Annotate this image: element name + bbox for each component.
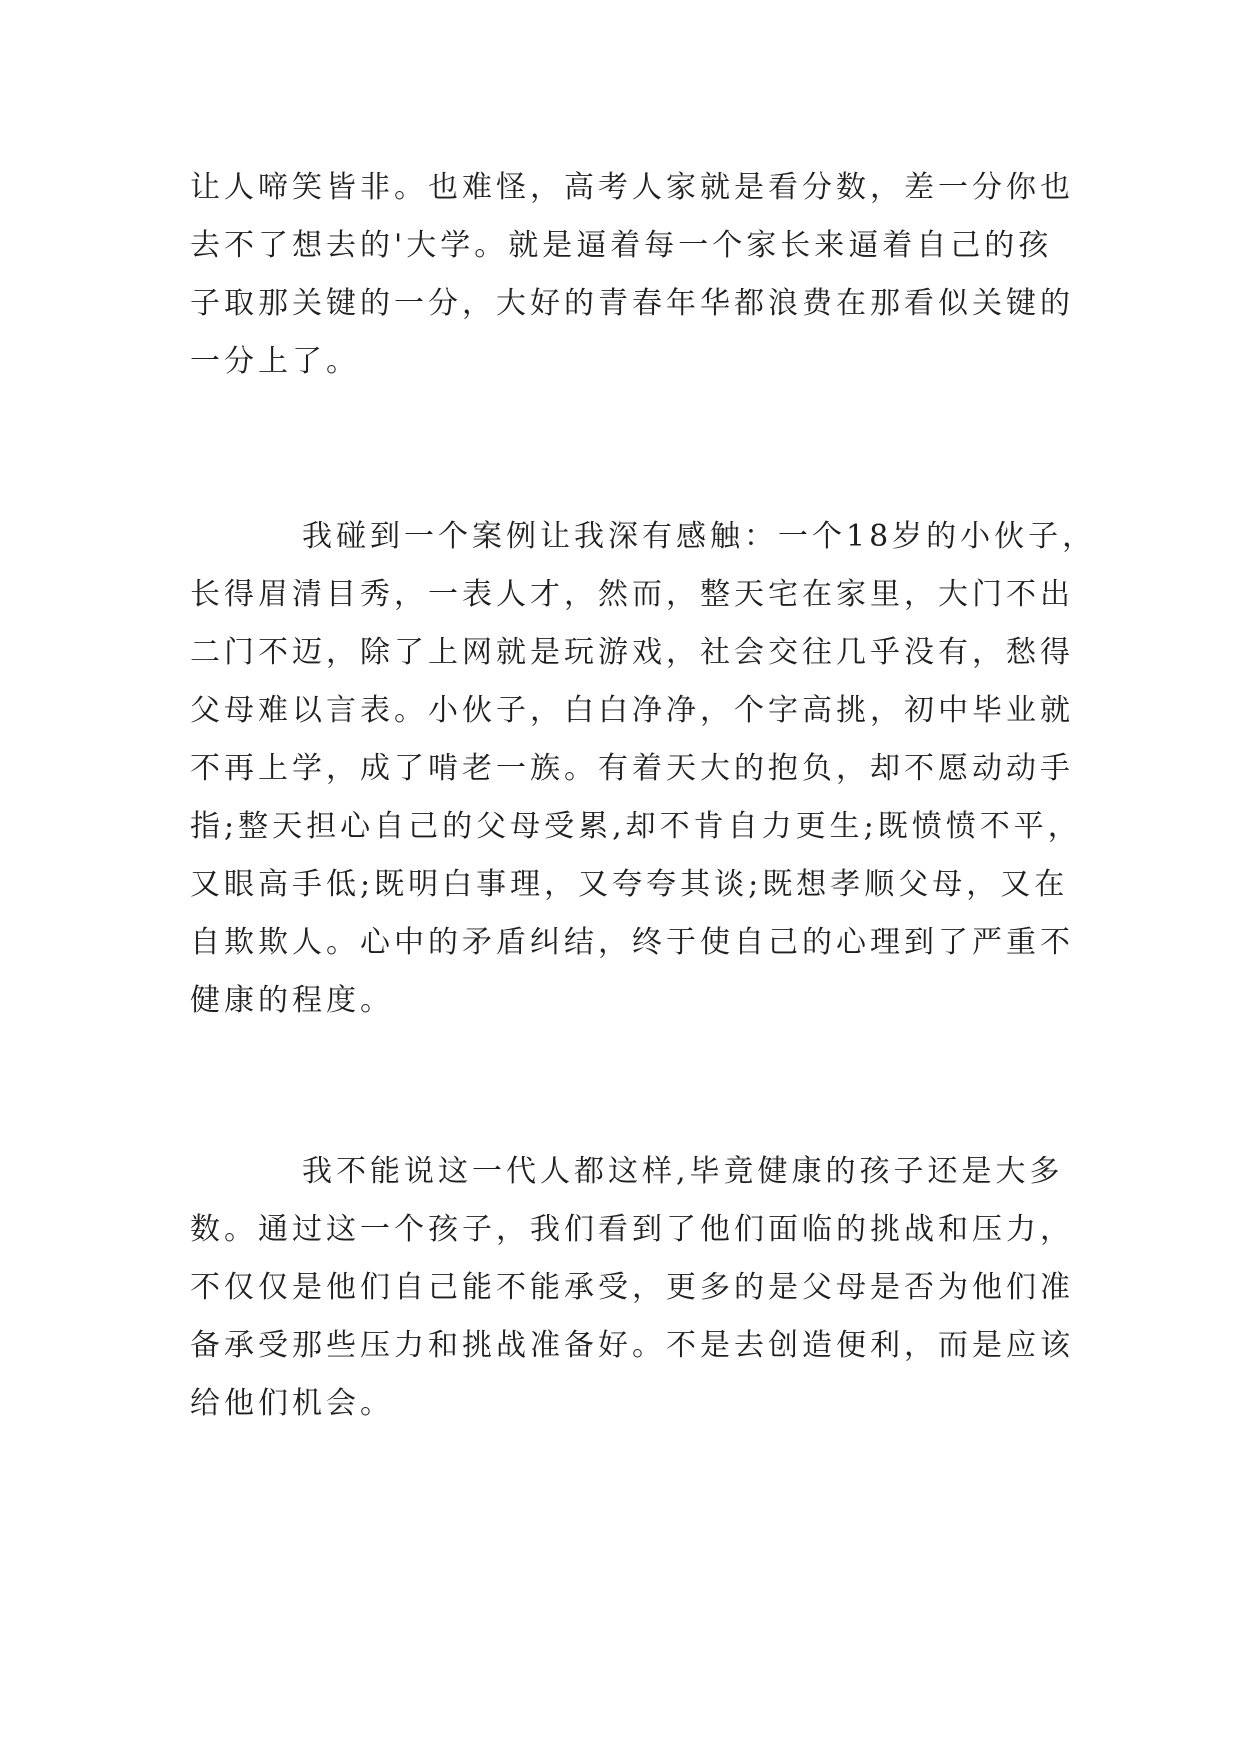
text-line: 长得眉清目秀，一表人才，然而，整天宅在家里，大门不出 xyxy=(190,577,1074,612)
text-line: 二门不迈，除了上网就是玩游戏，社会交往几乎没有，愁得 xyxy=(190,635,1074,670)
text-line: 不仅仅是他们自己能不能承受，更多的是父母是否为他们准 xyxy=(190,1270,1074,1305)
text-line: 健康的程度。 xyxy=(190,983,394,1018)
paragraph-2 xyxy=(190,508,1097,1030)
text-line: 给他们机会。 xyxy=(190,1386,394,1421)
text-line: 又眼高手低;既明白事理，又夸夸其谈;既想孝顺父母，又在 xyxy=(190,867,1069,902)
text-line: 数。通过这一个孩子，我们看到了他们面临的挑战和压力， xyxy=(190,1212,1074,1247)
text-line: 指;整天担心自己的父母受累,却不肯自力更生;既愤愤不平， xyxy=(190,809,1082,844)
text-line: 我不能说这一代人都这样,毕竟健康的孩子还是大多 xyxy=(302,1154,1064,1189)
text-line: 不再上学，成了啃老一族。有着天大的抱负，却不愿动动手 xyxy=(190,751,1074,786)
text-line: 一分上了。 xyxy=(190,344,360,379)
paragraph-3 xyxy=(190,1143,1074,1433)
paragraph-1 xyxy=(190,159,1074,391)
text-line: 去不了想去的'大学。就是逼着每一个家长来逼着自己的孩 xyxy=(190,228,1053,263)
text-line: 备承受那些压力和挑战准备好。不是去创造便利，而是应该 xyxy=(190,1328,1074,1363)
text-line: 我碰到一个案例让我深有感触：一个18岁的小伙子， xyxy=(302,519,1097,554)
text-line: 让人啼笑皆非。也难怪，高考人家就是看分数，差一分你也 xyxy=(190,170,1074,205)
text-line: 子取那关键的一分，大好的青春年华都浪费在那看似关键的 xyxy=(190,286,1074,321)
text-line: 父母难以言表。小伙子，白白净净，个字高挑，初中毕业就 xyxy=(190,693,1074,728)
text-line: 自欺欺人。心中的矛盾纠结，终于使自己的心理到了严重不 xyxy=(190,925,1074,960)
